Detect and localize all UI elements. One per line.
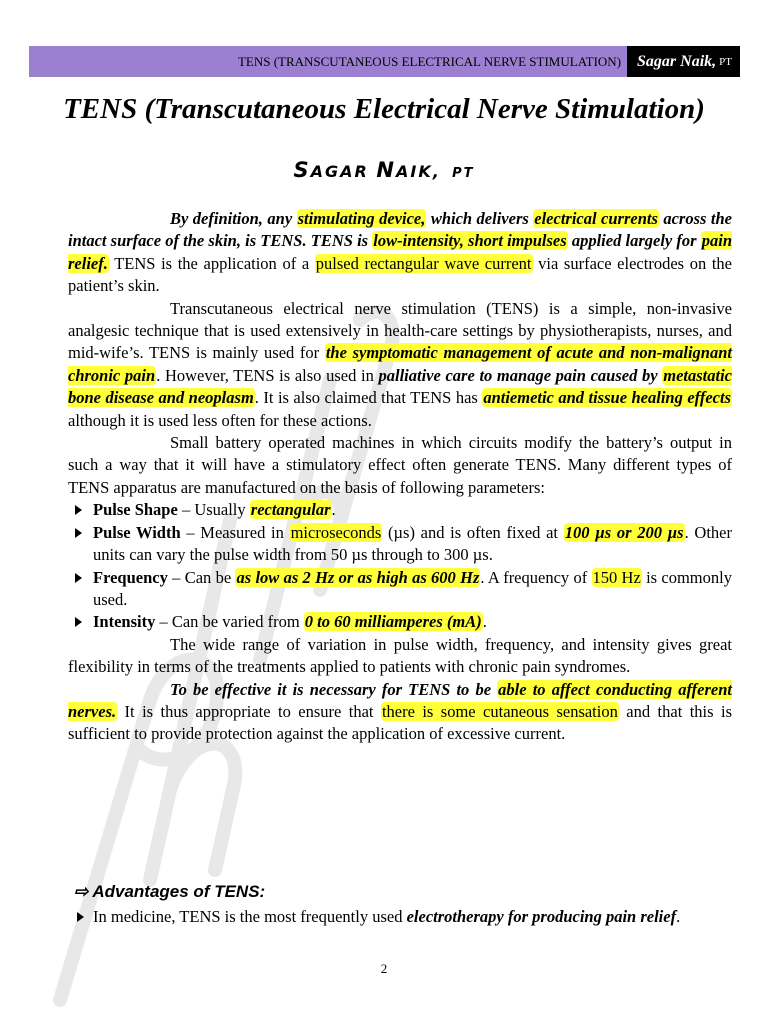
author-line <box>0 158 768 182</box>
advantages-list: In medicine, TENS is the most frequently used electrotherapy for producing pain relief. <box>93 906 732 928</box>
advantages-heading: ⇨ Advantages of TENS: <box>74 882 266 901</box>
list-item: Intensity – Can be varied from 0 to 60 milliamperes (mA). <box>68 611 732 633</box>
paragraph-machines: Small battery operated machines in which circuits modify the battery’s output in such a way that it will have a stimulatory effect often generate TENS. Many different types of TENS apparatus are manufactured on the basis of following parameters: <box>68 433 732 497</box>
running-header <box>29 46 740 77</box>
list-item: Pulse Shape – Usually rectangular. <box>68 499 732 521</box>
list-item: Frequency – Can be as low as 2 Hz or as high as 600 Hz. A frequency of 150 Hz is commonly used. <box>68 567 732 612</box>
header-author-name: Sagar Naik, <box>637 52 717 70</box>
paragraph-definition: By definition, any stimulating device, which delivers electrical currents across the intact surface of the skin, is TENS. TENS is low-intensity, short impulses applied largely for pain relief. TENS is the application of a pulsed rectangular wave current via surface electrodes on the patient’s skin. <box>68 209 732 296</box>
bullet-arrow-icon <box>75 617 82 627</box>
paragraph-variation: The wide range of variation in pulse width, frequency, and intensity gives great flexibility in terms of the treatments applied to patients with chronic pain syndromes. <box>68 634 732 677</box>
page-title: TENS (Transcutaneous Electrical Nerve Stimulation) <box>63 93 705 125</box>
header-author-credential: PT <box>719 55 732 68</box>
bullet-arrow-icon <box>77 912 84 922</box>
author-initial-n: N <box>376 158 396 182</box>
bullet-arrow-icon <box>75 505 82 515</box>
bullet-arrow-icon <box>75 528 82 538</box>
author-last-rest: AIK, <box>395 162 441 181</box>
page-number: 2 <box>380 961 388 976</box>
list-item: Pulse Width – Measured in microseconds (µs) and is often fixed at 100 µs or 200 µs. Other units can vary the pulse width from 50 µs through to 300 µs. <box>68 522 732 567</box>
paragraph-effectiveness: To be effective it is necessary for TENS to be able to affect conducting afferent nerves. It is thus appropriate to ensure that there is some cutaneous sensation and that this is sufficient to provide protection against the application of excessive current. <box>68 679 733 744</box>
paragraph-overview: Transcutaneous electrical nerve stimulation (TENS) is a simple, non-invasive analgesic technique that is used extensively in health-care settings by physiotherapists, nurses, and mid-wife’s. TENS is mainly used for the symptomatic management of acute and non-malignant chronic pain. However, TENS is also used in palliative care to manage pain caused by metastatic bone disease and neoplasm. It is also claimed that TENS has antiemetic and tissue healing effects although it is used less often for these actions. <box>68 298 732 430</box>
running-title: TENS (TRANSCUTANEOUS ELECTRICAL NERVE STIMULATION) <box>237 53 622 69</box>
arrow-right-icon: ⇨ <box>74 882 89 901</box>
header-author <box>627 46 740 77</box>
bullet-arrow-icon <box>75 573 82 583</box>
parameter-list <box>68 499 732 633</box>
author-first-rest: AGAR <box>310 162 377 181</box>
author-initial-s: S <box>293 158 311 182</box>
article-body <box>68 208 732 746</box>
author-credential: PT <box>452 166 475 181</box>
